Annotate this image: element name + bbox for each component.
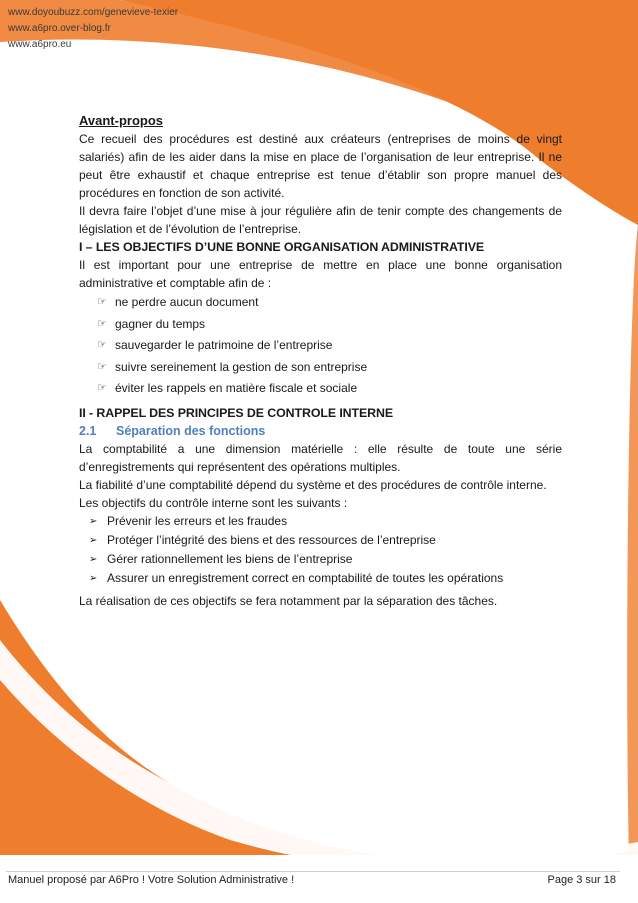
list-item: ☞ gagner du temps <box>79 314 562 336</box>
paragraph-section-1: Il est important pour une entreprise de mettre en place une bonne organisation administrative et comptable afin de : <box>79 258 562 290</box>
page-footer <box>0 874 638 896</box>
paragraph-avant-2: Il devra faire l’objet d’une mise à jour régulière afin de tenir compte des changements de législation et de l’évolution de l’entreprise. <box>79 204 562 236</box>
arrow-bullet-icon: ➢ <box>89 553 98 565</box>
header-link-blog[interactable]: www.a6pro.over-blog.fr <box>8 23 111 34</box>
list-control-objectives <box>79 512 562 589</box>
header-link-doyoubuzz[interactable]: www.doyoubuzz.com/genevieve-texier <box>8 7 179 18</box>
heading-section-2: II - RAPPEL DES PRINCIPES DE CONTROLE INTERNE <box>79 405 394 420</box>
list-item: ☞ sauvegarder le patrimoine de l’entreprise <box>79 335 562 357</box>
paragraph-2-1-d: La réalisation de ces objectifs se fera notamment par la séparation des tâches. <box>79 594 498 609</box>
heading-avant-propos: Avant-propos <box>79 113 164 128</box>
pointing-hand-icon: ☞ <box>97 339 107 351</box>
paragraph-2-1-c: Les objectifs du contrôle interne sont les suivants : <box>79 495 348 510</box>
footer-tagline: Manuel proposé par A6Pro ! Votre Solution Administrative ! <box>8 874 295 886</box>
pointing-hand-icon: ☞ <box>97 317 107 330</box>
list-item: ➢ Gérer rationnellement les biens de l’entreprise <box>79 550 562 569</box>
footer-divider <box>6 871 620 872</box>
header-links <box>8 5 178 53</box>
subsection-title: Séparation des fonctions <box>116 423 266 438</box>
list-item: ➢ Assurer un enregistrement correct en comptabilité de toutes les opérations <box>79 569 562 588</box>
paragraph-2-1-a: La comptabilité a une dimension matérielle : elle résulte de toute une série d’enregistrements qui représentent des opérations multiples. <box>79 441 562 474</box>
swoosh-right-edge <box>627 225 638 903</box>
list-item: ☞ suivre sereinement la gestion de son entreprise <box>79 357 562 379</box>
list-item: ☞ éviter les rappels en matière fiscale et sociale <box>79 378 562 400</box>
heading-subsection-2-1 <box>79 422 562 440</box>
arrow-bullet-icon: ➢ <box>89 534 98 546</box>
paragraph-avant-1: Ce recueil des procédures est destiné aux créateurs (entreprises de moins de vingt salariés) afin de les aider dans la mise en place de l’organisation de leur entreprise. Il ne peut être exhaustif et chaque entreprise est tenue d’établir son propre manuel des procédures en fonction de son activité. <box>79 132 562 200</box>
paragraph-2-1-b: La fiabilité d’une comptabilité dépend du système et des procédures de contrôle interne. <box>79 477 547 492</box>
pointing-hand-icon: ☞ <box>97 382 107 394</box>
list-objectives <box>79 292 562 400</box>
list-item: ➢ Protéger l’intégrité des biens et des ressources de l’entreprise <box>79 531 562 550</box>
pointing-hand-icon: ☞ <box>97 360 107 373</box>
arrow-bullet-icon: ➢ <box>89 515 98 527</box>
list-item: ➢ Prévenir les erreurs et les fraudes <box>79 512 562 531</box>
subsection-number: 2.1 <box>79 423 97 438</box>
heading-section-1: I – LES OBJECTIFS D’UNE BONNE ORGANISATION ADMINISTRATIVE <box>79 240 485 254</box>
header-link-website[interactable]: www.a6pro.eu <box>8 39 72 50</box>
main-content <box>79 112 562 610</box>
list-item: ☞ ne perdre aucun document <box>79 292 562 314</box>
arrow-bullet-icon: ➢ <box>89 573 98 585</box>
page-number: Page 3 sur 18 <box>547 874 616 886</box>
pointing-hand-icon: ☞ <box>97 296 107 308</box>
